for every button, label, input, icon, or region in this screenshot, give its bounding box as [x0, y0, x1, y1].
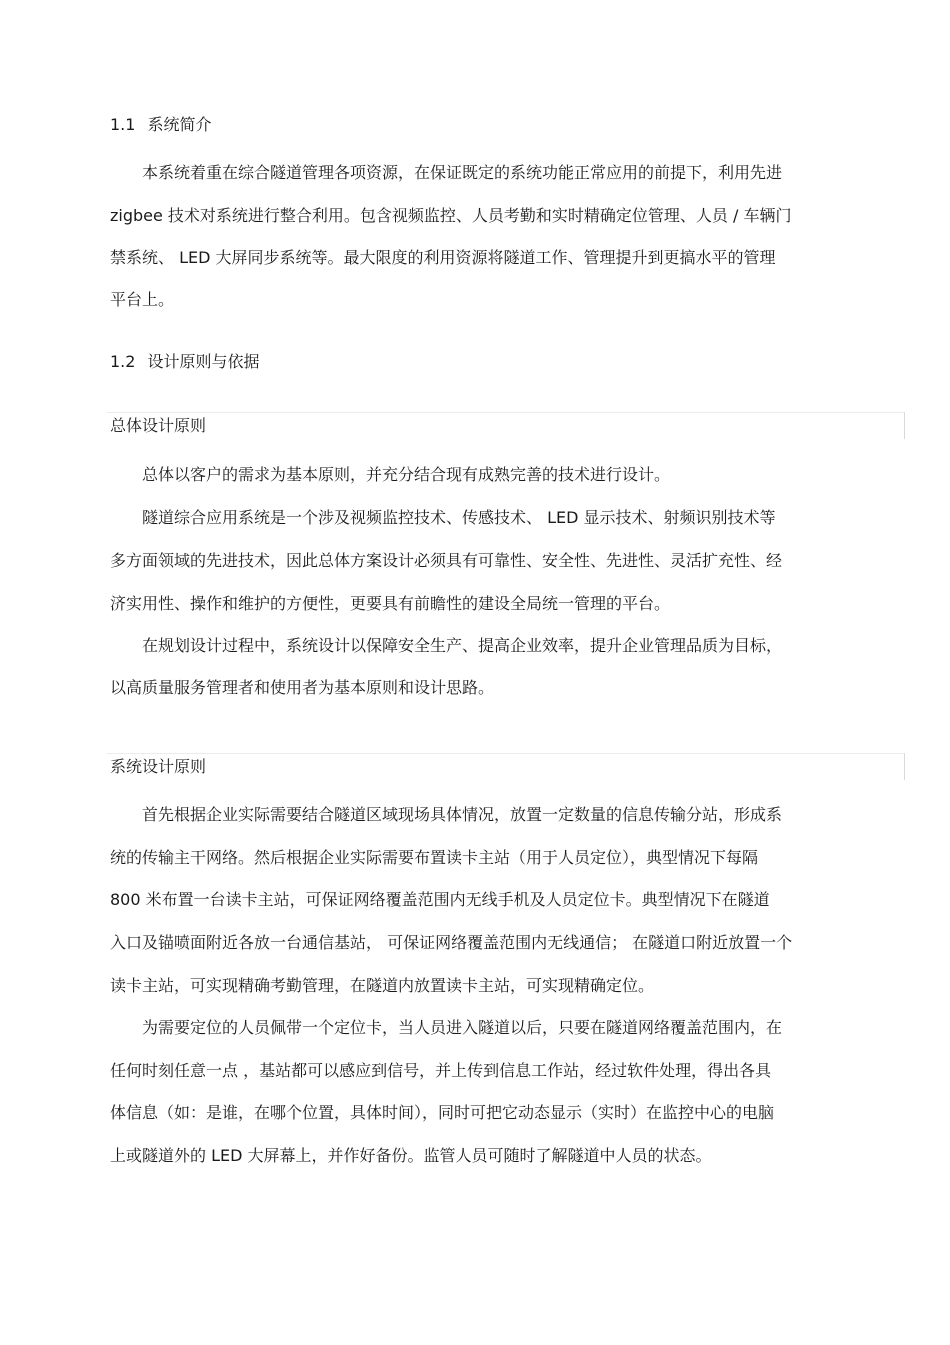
- paragraph-line: 在规划设计过程中，系统设计以保障安全生产、提高企业效率，提升企业管理品质为目标，: [142, 636, 783, 655]
- section-title: 设计原则与依据: [147, 352, 260, 371]
- section-1-2-heading: [110, 352, 259, 372]
- subheading-frame: [107, 753, 905, 780]
- paragraph-line: 济实用性、操作和维护的方便性，更要具有前瞻性的建设全局统一管理的平台。: [110, 594, 671, 613]
- paragraph-line: 首先根据企业实际需要结合隧道区域现场具体情况，放置一定数量的信息传输分站，形成系: [142, 805, 783, 824]
- subheading-frame: [107, 412, 905, 439]
- paragraph-line: 隧道综合应用系统是一个涉及视频监控技术、传感技术、 LED 显示技术、射频识别技术等: [142, 508, 776, 527]
- section-number: 1.2: [110, 352, 136, 371]
- paragraph-line: 平台上。: [110, 290, 175, 309]
- paragraph-line: 体信息（如：是谁，在哪个位置，具体时间），同时可把它动态显示（实时）在监控中心的电脑: [110, 1103, 775, 1122]
- paragraph-line: 入口及锚喷面附近各放一台通信基站， 可保证网络覆盖范围内无线通信； 在隧道口附近放置一个: [110, 933, 793, 952]
- paragraph-line: 总体以客户的需求为基本原则，并充分结合现有成熟完善的技术进行设计。: [142, 465, 671, 484]
- paragraph-line: 多方面领域的先进技术，因此总体方案设计必须具有可靠性、安全性、先进性、灵活扩充性、经: [110, 551, 783, 570]
- paragraph-line: 任何时刻任意一点 ，基站都可以感应到信号，并上传到信息工作站，经过软件处理，得出各具: [110, 1061, 772, 1080]
- system-principle-heading: 系统设计原则: [110, 757, 207, 776]
- paragraph-line: 统的传输主干网络。然后根据企业实际需要布置读卡主站（用于人员定位），典型情况下每隔: [110, 848, 759, 867]
- paragraph-line: 本系统着重在综合隧道管理各项资源，在保证既定的系统功能正常应用的前提下，利用先进: [142, 163, 783, 182]
- paragraph-line: 以高质量服务管理者和使用者为基本原则和设计思路。: [110, 678, 495, 697]
- paragraph-line: zigbee 技术对系统进行整合利用。包含视频监控、人员考勤和实时精确定位管理、人员 / 车辆门: [110, 206, 792, 225]
- paragraph-line: 上或隧道外的 LED 大屏幕上，并作好备份。监管人员可随时了解隧道中人员的状态。: [110, 1146, 712, 1165]
- overall-principle-heading: 总体设计原则: [110, 416, 207, 435]
- paragraph-line: 800 米布置一台读卡主站，可保证网络覆盖范围内无线手机及人员定位卡。典型情况下在隧道: [110, 890, 770, 909]
- section-number: 1.1: [110, 115, 136, 134]
- paragraph-line: 读卡主站，可实现精确考勤管理，在隧道内放置读卡主站，可实现精确定位。: [110, 976, 655, 995]
- paragraph-line: 为需要定位的人员佩带一个定位卡，当人员进入隧道以后，只要在隧道网络覆盖范围内，在: [142, 1018, 783, 1037]
- section-title: 系统简介: [147, 115, 212, 134]
- paragraph-line: 禁系统、 LED 大屏同步系统等。最大限度的利用资源将隧道工作、管理提升到更搞水平的管理: [110, 248, 776, 267]
- section-1-1-heading: [110, 115, 211, 135]
